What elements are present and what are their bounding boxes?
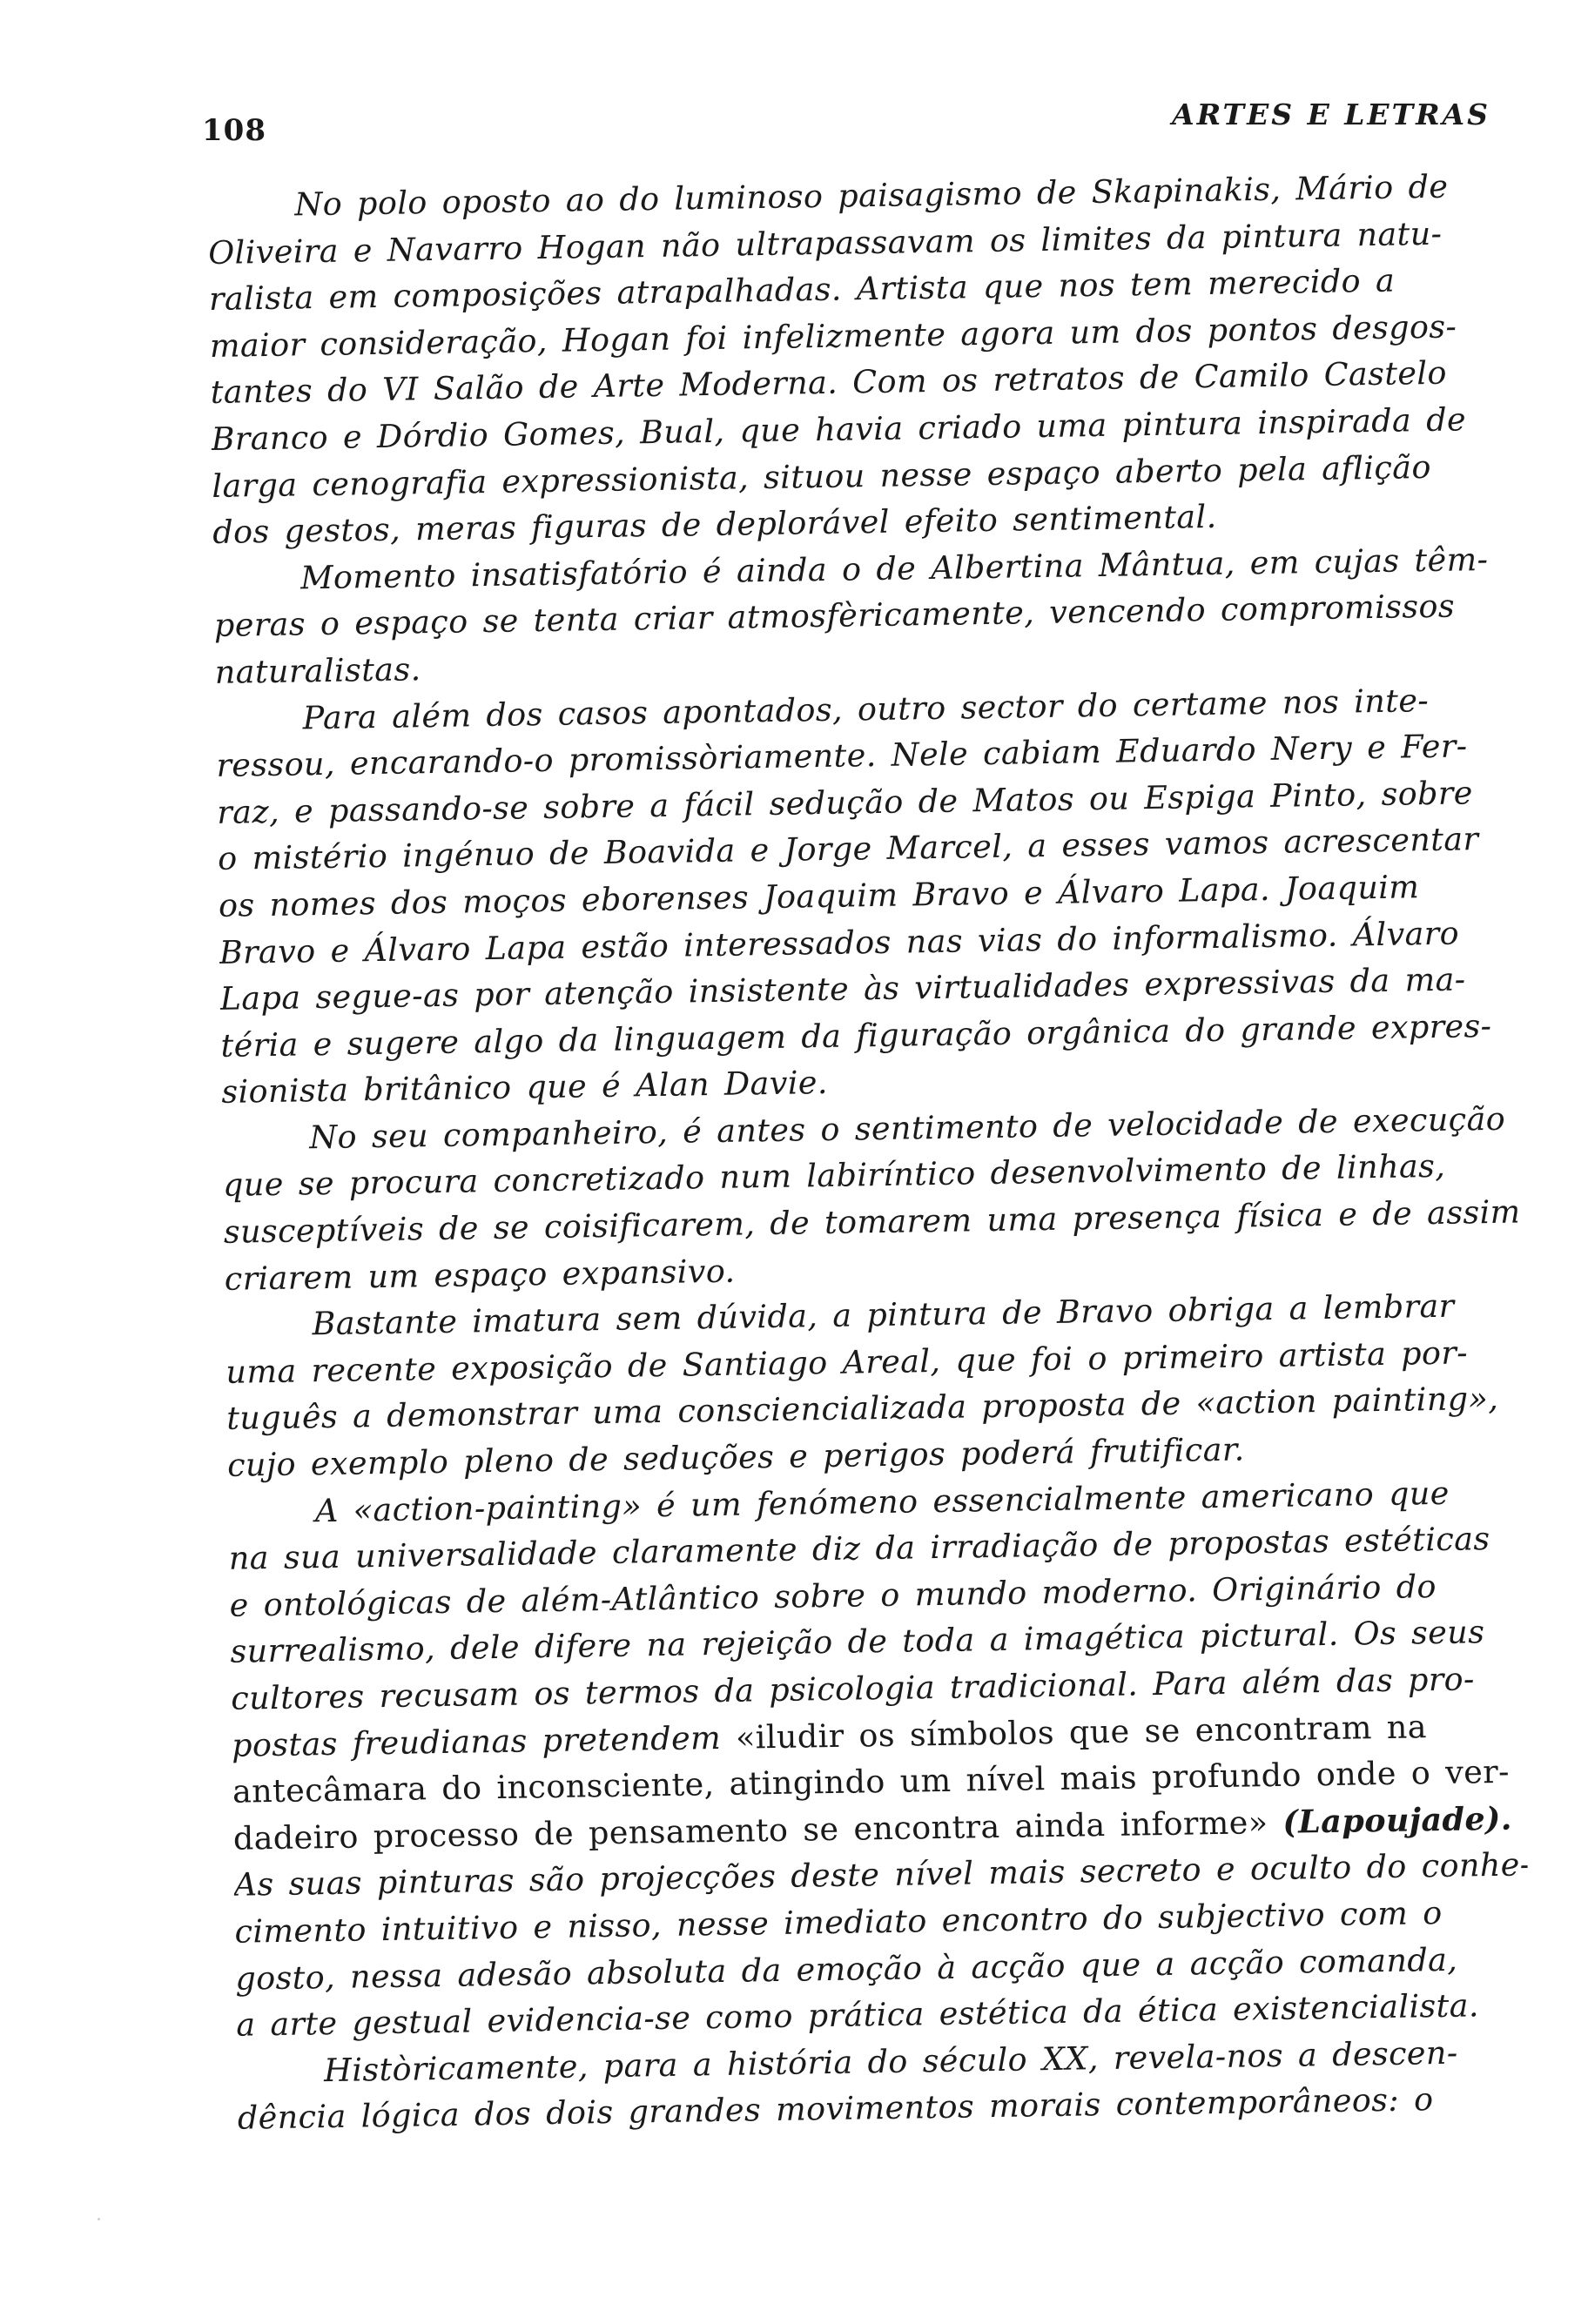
scan-speck bbox=[98, 2218, 100, 2220]
text-line: Momento insatisfatório é ainda o de Albertina Mântua, em cujas têm- bbox=[299, 540, 1489, 597]
text-line: Bravo e Álvaro Lapa estão interessados nas vias do informalismo. Álvaro bbox=[219, 914, 1460, 971]
text-line: criarem um espaço expansivo. bbox=[224, 1252, 736, 1298]
text-line: naturalistas. bbox=[214, 650, 421, 691]
text-line: téria e sugere algo da linguagem da figuração orgânica do grande expres- bbox=[220, 1006, 1492, 1065]
text-line: Bastante imatura sem dúvida, a pintura de Bravo obriga a lembrar bbox=[312, 1286, 1455, 1343]
text-line: maior consideração, Hogan foi infelizmente agora um dos pontos desgos- bbox=[209, 307, 1457, 365]
text-italic: postas freudianas pretendem bbox=[231, 1718, 737, 1764]
text-line: gosto, nessa adesão absoluta da emoção à acção que a acção comanda, bbox=[235, 1940, 1458, 1998]
text-line: As suas pinturas são projecções deste nível mais secreto e oculto do conhe- bbox=[233, 1845, 1531, 1904]
text-line: Branco e Dórdio Gomes, Bual, que havia criado uma pintura inspirada de bbox=[211, 400, 1467, 458]
text-line: raz, e passando-se sobre a fácil sedução de Matos ou Espiga Pinto, sobre bbox=[217, 773, 1473, 831]
text-line: na sua universalidade claramente diz da irradiação de propostas estéticas bbox=[228, 1520, 1490, 1578]
text-line: Lapa segue-as por atenção insistente às virtualidades expressivas da ma- bbox=[219, 960, 1466, 1018]
text-line: cimento intuitivo e nisso, nesse imediato encontro do subjectivo com o bbox=[234, 1893, 1443, 1951]
text-line: No seu companheiro, é antes o sentimento de velocidade de execução bbox=[308, 1099, 1506, 1157]
text-line: ressou, encarando-o promissòriamente. Nele cabiam Eduardo Nery e Fer- bbox=[216, 727, 1468, 785]
text-line: uma recente exposição de Santiago Areal, que foi o primeiro artista por- bbox=[225, 1333, 1469, 1391]
text-line: tuguês a demonstrar uma consciencializada proposta de «action painting», bbox=[225, 1380, 1499, 1438]
text-line: peras o espaço se tenta criar atmosfèricamente, vencendo compromissos bbox=[213, 587, 1456, 645]
text-line: cultores recusam os termos da psicologia tradicional. Para além das pro- bbox=[231, 1660, 1476, 1717]
text-line: No polo oposto ao do luminoso paisagismo de Skapinakis, Mário de bbox=[294, 167, 1449, 224]
text-line: que se procura concretizado num labiríntico desenvolvimento de linhas, bbox=[222, 1147, 1446, 1205]
text-line: Històricamente, para a história do século XX, revela-nos a descen- bbox=[323, 2033, 1458, 2089]
running-head bbox=[202, 97, 1490, 150]
body-text bbox=[207, 163, 1534, 2272]
text-line: surrealismo, dele difere na rejeição de toda a imagética pictural. Os seus bbox=[230, 1613, 1485, 1671]
text-line: susceptíveis de se coisificarem, de tomarem uma presença física e de assim bbox=[223, 1192, 1521, 1251]
text-line: e ontológicas de além-Atlântico sobre o mundo moderno. Originário do bbox=[229, 1567, 1437, 1624]
quoted-text-line: antecâmara do inconsciente, atingindo um nível mais profundo onde o ver- bbox=[232, 1752, 1511, 1810]
text-line: a arte gestual evidencia-se como prática estética da ética existencialista. bbox=[235, 1986, 1480, 2044]
quoted-text: «iludir os símbolos que se encontram na bbox=[735, 1707, 1428, 1756]
text-line: o mistério ingénuo de Boavida e Jorge Marcel, a esses vamos acrescentar bbox=[217, 820, 1479, 878]
page-number: 108 bbox=[202, 113, 266, 148]
text-line: dos gestos, meras figuras de deplorável efeito sentimental. bbox=[212, 497, 1217, 552]
text-line: tantes do VI Salão de Arte Moderna. Com os retratos de Camilo Castelo bbox=[210, 354, 1448, 412]
text-line: sionista britânico que é Alan Davie. bbox=[221, 1064, 829, 1112]
quoted-text: dadeiro processo de pensamento se encontra ainda informe» bbox=[232, 1803, 1283, 1857]
text-line: Para além dos casos apontados, outro sector do certame nos inte- bbox=[302, 681, 1430, 736]
text-line: larga cenografia expressionista, situou nesse espaço aberto pela aflição bbox=[212, 447, 1432, 505]
text-line: dência lógica dos dois grandes movimentos morais contemporâneos: o bbox=[237, 2080, 1434, 2138]
citation-author: (Lapoujade). bbox=[1282, 1799, 1513, 1841]
text-line: Oliveira e Navarro Hogan não ultrapassavam os limites da pintura natu- bbox=[207, 214, 1443, 272]
text-line: cujo exemplo pleno de seduções e perigos poderá frutificar. bbox=[226, 1430, 1245, 1484]
text-line: ralista em composições atrapalhadas. Artista que nos tem merecido a bbox=[208, 261, 1396, 319]
text-line: os nomes dos moços eborenses Joaquim Bravo e Álvaro Lapa. Joaquim bbox=[218, 868, 1420, 924]
section-title: ARTES E LETRAS bbox=[1172, 97, 1490, 131]
text-line: A «action-painting» é um fenómeno essencialmente americano que bbox=[314, 1474, 1450, 1529]
